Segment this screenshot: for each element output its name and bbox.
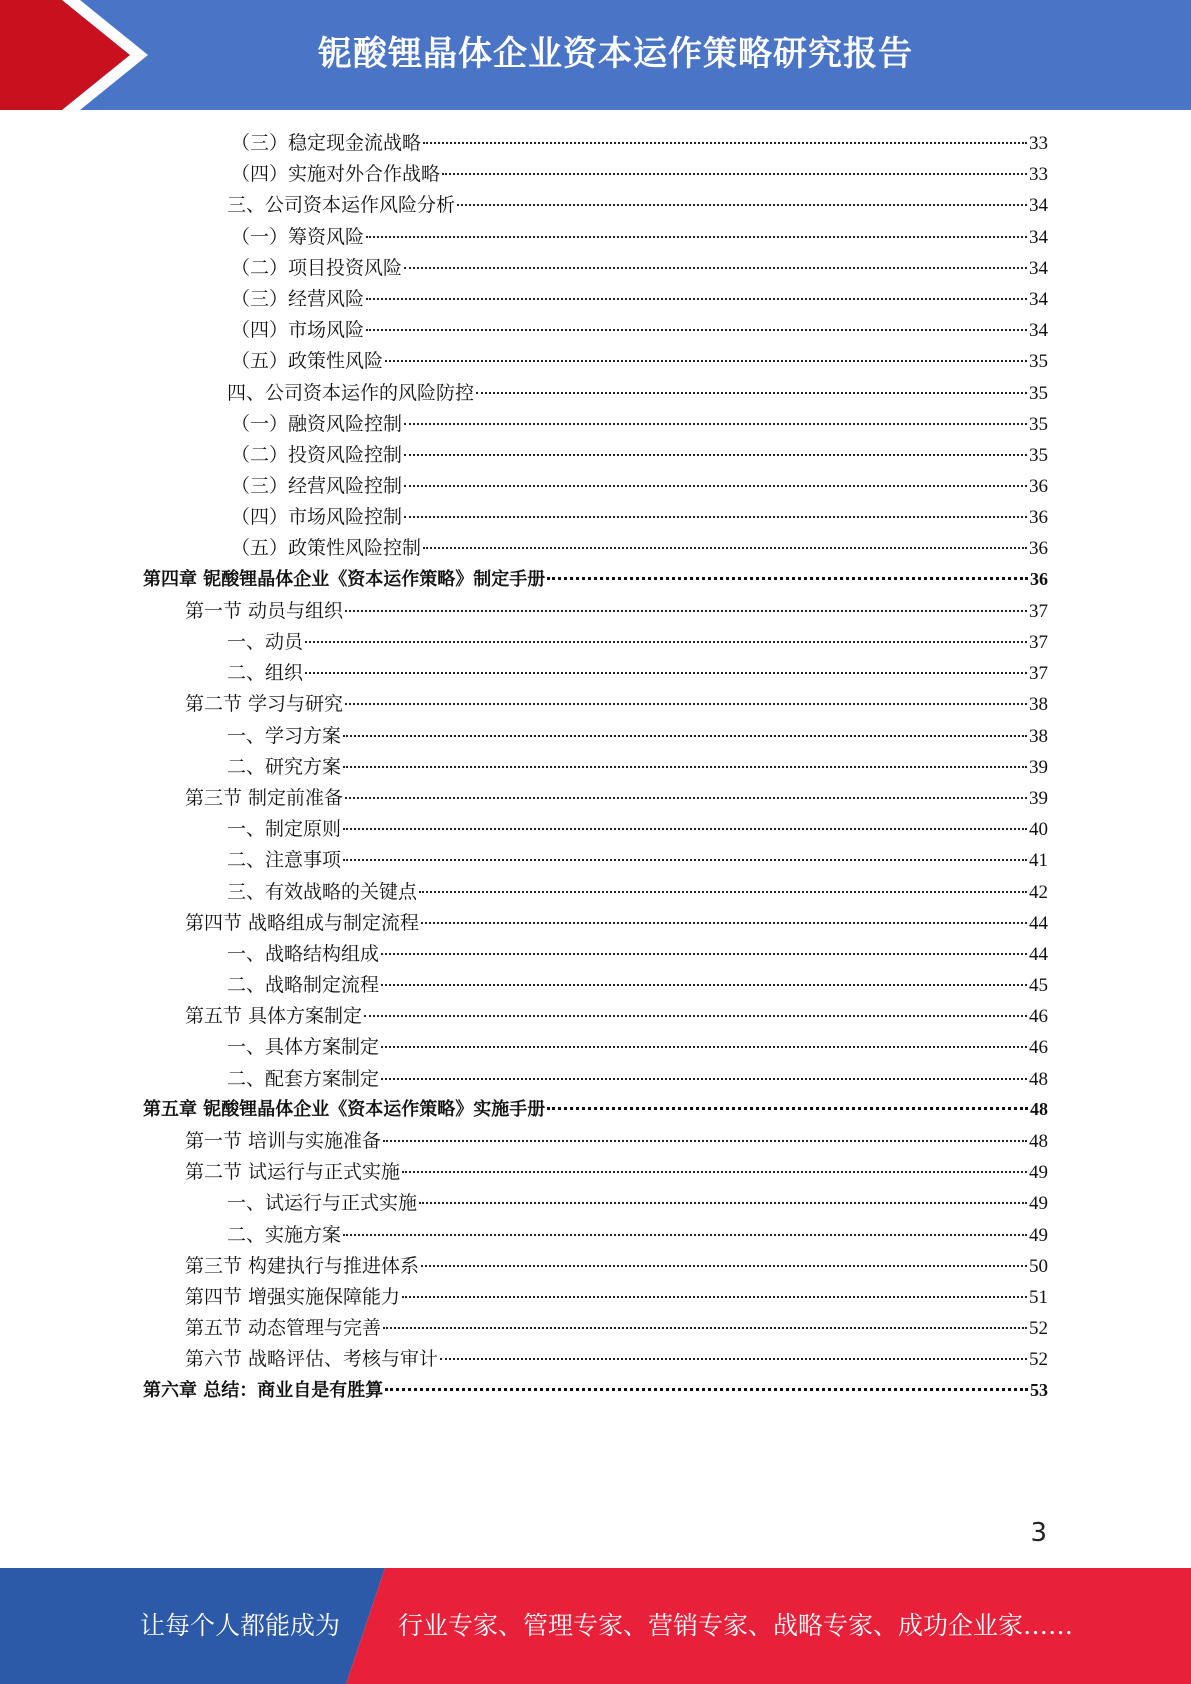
toc-entry-title: （二）项目投资风险: [231, 256, 403, 279]
toc-entry-title: （三）经营风险: [231, 287, 365, 310]
toc-entry-page: 53: [1030, 1379, 1048, 1400]
toc-entry-title: （五）政策性风险: [231, 350, 384, 373]
toc-dot-leader: [404, 515, 1027, 518]
toc-entry-page: 37: [1029, 632, 1048, 653]
footer-slogan-right: 行业专家、管理专家、营销专家、战略专家、成功企业家……: [398, 1611, 1074, 1640]
toc-entry-page: 35: [1029, 444, 1048, 466]
toc-entry-page: 36: [1030, 568, 1048, 589]
toc-dot-leader: [421, 1264, 1027, 1267]
toc-dot-leader: [345, 796, 1027, 799]
toc-entry[interactable]: [143, 845, 1048, 876]
toc-entry-title: （四）市场风险控制: [231, 506, 403, 529]
toc-entry-title: 一、制定原则: [227, 818, 342, 841]
toc-dot-leader: [305, 671, 1027, 674]
toc-entry-title: 第五节 动态管理与完善: [185, 1317, 382, 1340]
toc-entry-title: 第三节 构建执行与推进体系: [185, 1254, 420, 1277]
toc-dot-leader: [366, 328, 1027, 331]
toc-dot-leader: [343, 858, 1027, 861]
toc-dot-leader: [547, 576, 1028, 580]
toc-entry-title: （二）投资风险控制: [231, 443, 403, 466]
toc-entry-page: 46: [1029, 1006, 1048, 1028]
toc-entry-page: 39: [1029, 787, 1048, 809]
toc-entry[interactable]: [143, 721, 1048, 752]
toc-dot-leader: [440, 1357, 1027, 1360]
toc-entry-page: 36: [1029, 507, 1048, 529]
toc-dot-leader: [404, 266, 1027, 269]
toc-entry-page: 35: [1029, 351, 1048, 373]
toc-entry-title: 二、配套方案制定: [227, 1067, 380, 1090]
toc-dot-leader: [345, 702, 1027, 705]
toc-entry[interactable]: [143, 970, 1048, 1001]
toc-dot-leader: [343, 734, 1027, 737]
toc-entry-page: 35: [1029, 413, 1048, 435]
toc-entry[interactable]: [143, 627, 1048, 658]
report-title: 铌酸锂晶体企业资本运作策略研究报告: [318, 34, 913, 74]
toc-entry-title: （四）市场风险: [231, 319, 365, 342]
toc-entry-page: 48: [1029, 1068, 1048, 1090]
toc-entry[interactable]: [143, 565, 1048, 596]
toc-entry[interactable]: [143, 409, 1048, 440]
page-footer: [0, 1568, 1191, 1684]
toc-entry[interactable]: [143, 1001, 1048, 1032]
toc-dot-leader: [343, 827, 1027, 830]
toc-entry[interactable]: [143, 190, 1048, 221]
toc-entry-title: 第二节 学习与研究: [185, 693, 344, 716]
toc-entry-page: 36: [1029, 538, 1048, 560]
toc-entry-page: 38: [1029, 694, 1048, 716]
toc-dot-leader: [364, 1014, 1027, 1017]
toc-dot-leader: [404, 453, 1027, 456]
toc-entry[interactable]: [143, 1095, 1048, 1126]
toc-dot-leader: [442, 172, 1027, 175]
toc-entry-title: 第六章 总结：商业自是有胜算: [143, 1379, 384, 1401]
toc-dot-leader: [402, 1170, 1027, 1173]
toc-entry[interactable]: [143, 877, 1048, 908]
toc-entry-page: 34: [1029, 195, 1048, 217]
toc-entry-page: 45: [1029, 975, 1048, 997]
toc-entry-page: 40: [1029, 819, 1048, 841]
toc-entry[interactable]: [143, 315, 1048, 346]
toc-entry-page: 34: [1029, 226, 1048, 248]
toc-entry-page: 34: [1029, 320, 1048, 342]
toc-entry-page: 42: [1029, 881, 1048, 903]
toc-dot-leader: [404, 422, 1027, 425]
toc-entry-page: 34: [1029, 257, 1048, 279]
toc-entry-title: 三、公司资本运作风险分析: [227, 194, 456, 217]
toc-entry[interactable]: [143, 440, 1048, 471]
toc-entry[interactable]: [143, 1344, 1048, 1375]
toc-entry[interactable]: [143, 222, 1048, 253]
toc-entry-title: 第六节 战略评估、考核与审计: [185, 1348, 439, 1371]
toc-entry-title: （一）融资风险控制: [231, 412, 403, 435]
toc-dot-leader: [381, 1045, 1027, 1048]
toc-entry-page: 36: [1029, 476, 1048, 498]
toc-entry-title: （三）稳定现金流战略: [231, 132, 422, 154]
toc-entry-title: 四、公司资本运作的风险防控: [227, 381, 475, 404]
toc-dot-leader: [419, 1201, 1027, 1204]
toc-entry-title: 第五章 铌酸锂晶体企业《资本运作策略》实施手册: [143, 1098, 546, 1120]
toc-entry[interactable]: [143, 128, 1048, 159]
toc-entry-page: 51: [1029, 1286, 1048, 1308]
toc-dot-leader: [343, 765, 1027, 768]
toc-entry[interactable]: [143, 1064, 1048, 1095]
toc-dot-leader: [381, 983, 1027, 986]
toc-entry-title: 第五节 具体方案制定: [185, 1005, 363, 1028]
toc-entry-page: 49: [1029, 1162, 1048, 1184]
toc-entry[interactable]: [143, 1188, 1048, 1219]
toc-entry-page: 34: [1029, 288, 1048, 310]
toc-dot-leader: [366, 235, 1027, 238]
toc-entry-page: 52: [1029, 1318, 1048, 1340]
toc-entry-title: 一、战略结构组成: [227, 942, 380, 965]
footer-slogan-left: 让每个人都能成为: [140, 1611, 341, 1640]
toc-dot-leader: [423, 546, 1027, 549]
toc-entry-title: 第四节 增强实施保障能力: [185, 1285, 401, 1308]
toc-entry[interactable]: [143, 502, 1048, 533]
toc-entry-page: 38: [1029, 725, 1048, 747]
toc-dot-leader: [305, 640, 1027, 643]
toc-entry[interactable]: [143, 533, 1048, 564]
toc-entry-page: 44: [1029, 943, 1048, 965]
toc-dot-leader: [419, 890, 1027, 893]
toc-entry[interactable]: [143, 1282, 1048, 1313]
toc-entry[interactable]: [143, 1251, 1048, 1282]
toc-entry-title: 一、学习方案: [227, 724, 342, 747]
toc-entry-page: 37: [1029, 600, 1048, 622]
toc-entry-title: 三、有效战略的关键点: [227, 880, 418, 903]
toc-entry-title: 第四节 战略组成与制定流程: [185, 911, 420, 934]
toc-entry-page: 52: [1029, 1349, 1048, 1371]
toc-entry-page: 44: [1029, 912, 1048, 934]
toc-entry-page: 37: [1029, 663, 1048, 685]
toc-entry-title: 第一节 动员与组织: [185, 599, 344, 622]
toc-entry-title: 二、研究方案: [227, 755, 342, 778]
toc-entry-page: 49: [1029, 1224, 1048, 1246]
page-number: 3: [1030, 1518, 1047, 1548]
toc-dot-leader: [385, 359, 1027, 362]
toc-dot-leader: [381, 952, 1027, 955]
toc-entry-page: 41: [1029, 850, 1048, 872]
toc-entry-page: 50: [1029, 1255, 1048, 1277]
toc-dot-leader: [345, 609, 1027, 612]
toc-entry[interactable]: [143, 378, 1048, 409]
table-of-contents: [143, 128, 1048, 1407]
toc-entry[interactable]: [143, 346, 1048, 377]
toc-dot-leader: [402, 1295, 1027, 1298]
toc-entry[interactable]: [143, 752, 1048, 783]
toc-dot-leader: [383, 1139, 1027, 1142]
toc-entry-page: 49: [1029, 1193, 1048, 1215]
toc-entry-title: 第一节 培训与实施准备: [185, 1130, 382, 1152]
toc-entry[interactable]: [143, 1157, 1048, 1188]
toc-entry-title: （一）筹资风险: [231, 225, 365, 248]
toc-entry-title: 一、试运行与正式实施: [227, 1192, 418, 1215]
toc-entry-title: （四）实施对外合作战略: [231, 163, 441, 186]
toc-entry[interactable]: [143, 689, 1048, 720]
toc-entry[interactable]: [143, 908, 1048, 939]
toc-entry[interactable]: [143, 159, 1048, 190]
toc-entry-title: 一、具体方案制定: [227, 1036, 380, 1059]
toc-entry-title: 一、动员: [227, 631, 304, 653]
toc-dot-leader: [476, 391, 1027, 394]
toc-dot-leader: [343, 1233, 1027, 1236]
toc-entry-page: 33: [1029, 133, 1048, 154]
toc-entry-page: 48: [1030, 1098, 1048, 1119]
toc-entry-title: （五）政策性风险控制: [231, 537, 422, 560]
toc-entry-page: 33: [1029, 164, 1048, 186]
toc-dot-leader: [385, 1387, 1028, 1391]
toc-entry-title: 二、组织: [227, 662, 304, 685]
toc-entry-title: 二、战略制定流程: [227, 974, 380, 997]
toc-entry[interactable]: [143, 284, 1048, 315]
toc-entry-title: 第二节 试运行与正式实施: [185, 1161, 401, 1184]
toc-entry[interactable]: [143, 658, 1048, 689]
toc-entry[interactable]: [143, 1126, 1048, 1157]
toc-entry[interactable]: [143, 1032, 1048, 1063]
toc-entry[interactable]: [143, 783, 1048, 814]
toc-dot-leader: [423, 141, 1027, 144]
toc-entry-page: 46: [1029, 1037, 1048, 1059]
toc-entry-title: 二、注意事项: [227, 849, 342, 872]
toc-entry[interactable]: [143, 253, 1048, 284]
toc-entry[interactable]: [143, 1220, 1048, 1251]
toc-entry-page: 35: [1029, 382, 1048, 404]
toc-entry[interactable]: [143, 596, 1048, 627]
page-header: [0, 0, 1191, 110]
toc-entry-page: 48: [1029, 1131, 1048, 1152]
toc-dot-leader: [404, 484, 1027, 487]
toc-entry-title: 第三节 制定前准备: [185, 786, 344, 809]
toc-dot-leader: [457, 203, 1027, 206]
toc-entry[interactable]: [143, 939, 1048, 970]
toc-entry-page: 39: [1029, 756, 1048, 778]
toc-entry[interactable]: [143, 471, 1048, 502]
toc-dot-leader: [366, 297, 1027, 300]
toc-entry-title: 二、实施方案: [227, 1223, 342, 1246]
toc-dot-leader: [421, 921, 1027, 924]
toc-entry-title: （三）经营风险控制: [231, 475, 403, 498]
toc-entry[interactable]: [143, 1376, 1048, 1407]
toc-entry[interactable]: [143, 1313, 1048, 1344]
toc-dot-leader: [383, 1326, 1027, 1329]
toc-dot-leader: [381, 1077, 1027, 1080]
toc-entry-title: 第四章 铌酸锂晶体企业《资本运作策略》制定手册: [143, 568, 546, 590]
toc-entry[interactable]: [143, 814, 1048, 845]
toc-dot-leader: [547, 1106, 1028, 1110]
